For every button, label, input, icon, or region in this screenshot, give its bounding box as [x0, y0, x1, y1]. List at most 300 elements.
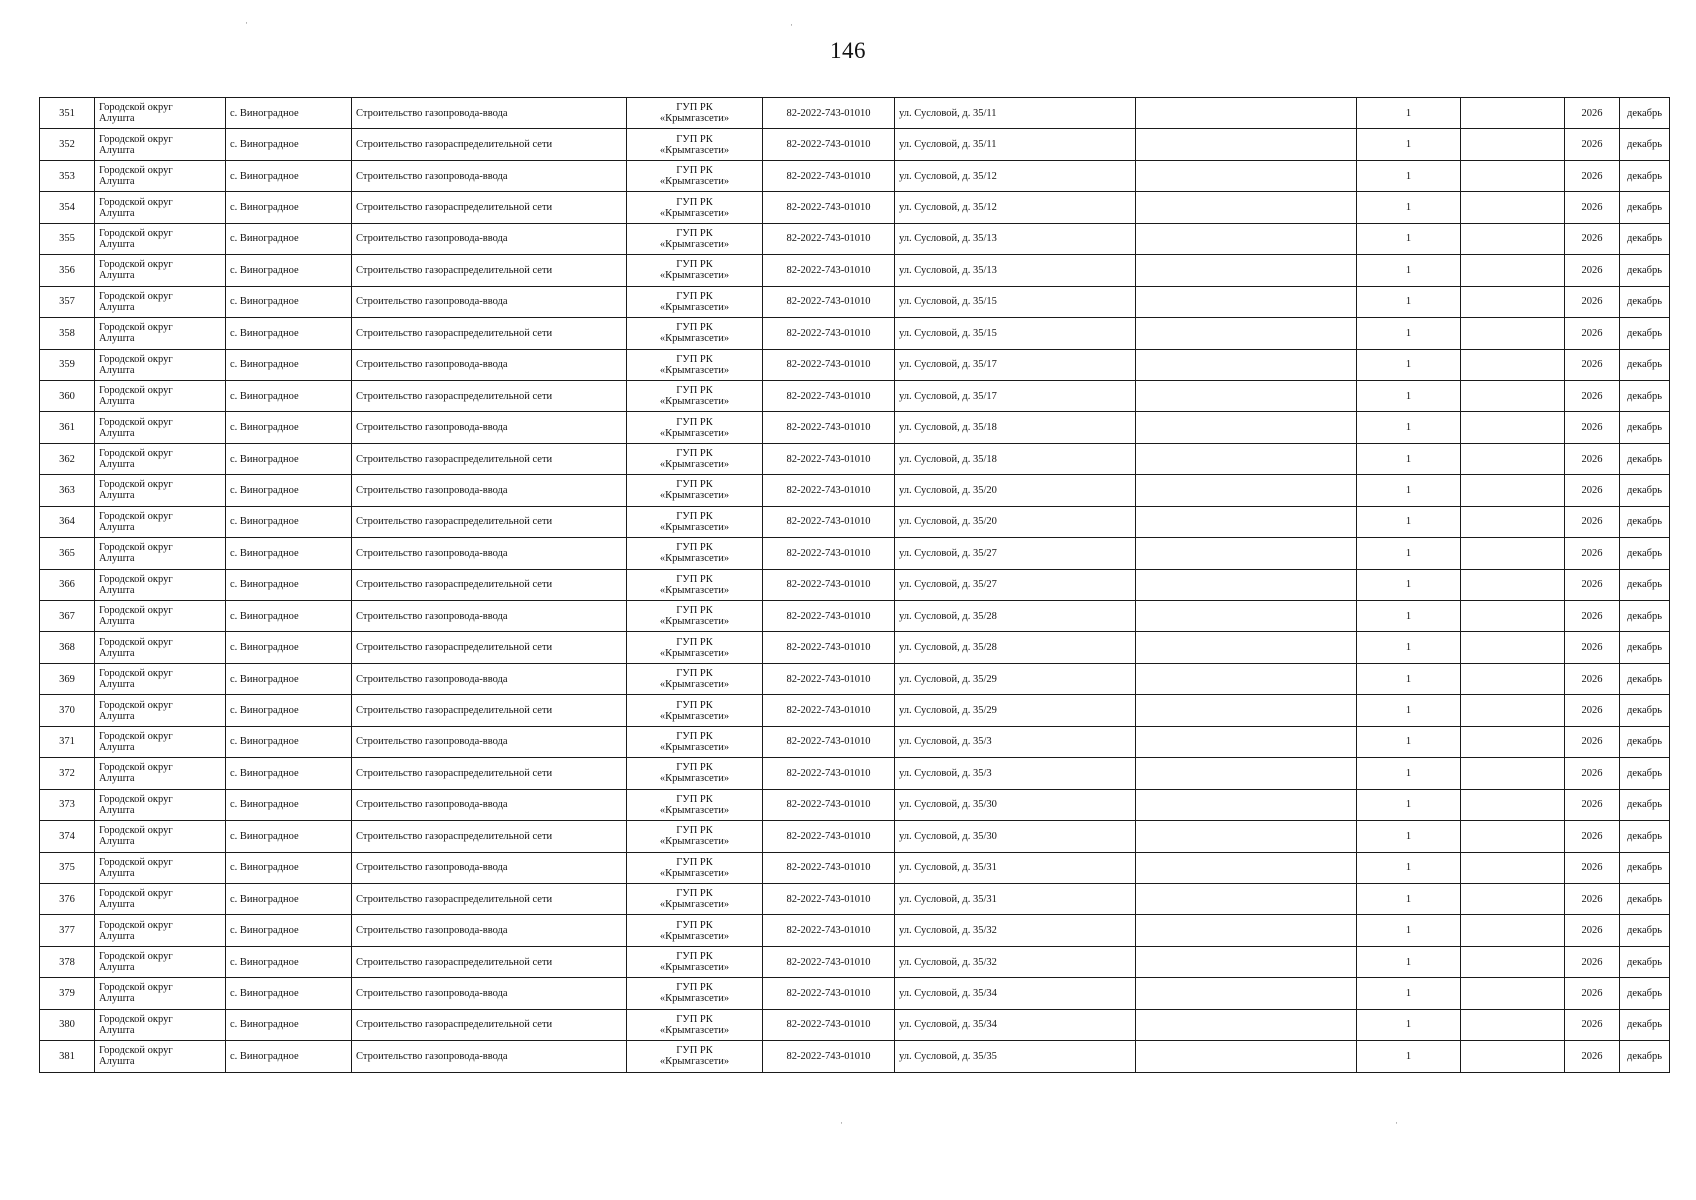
table-row: [40, 349, 1670, 380]
table-row: [40, 915, 1670, 946]
year-cell: 2026: [1565, 223, 1620, 254]
work-type-cell: Строительство газораспределительной сети: [352, 821, 627, 852]
organization-line: «Крымгазсети»: [659, 459, 730, 471]
locality-cell: с. Виноградное: [226, 758, 352, 789]
row-number: 351: [40, 98, 95, 129]
table-row: [40, 475, 1670, 506]
organization-line: ГУП РК: [676, 133, 713, 145]
empty-cell: [1461, 789, 1565, 820]
address-cell: ул. Сусловой, д. 35/17: [895, 380, 1136, 411]
address-cell: ул. Сусловой, д. 35/12: [895, 160, 1136, 191]
empty-cell: [1136, 632, 1357, 663]
project-code-cell: 82-2022-743-01010: [763, 506, 895, 537]
organization-line: «Крымгазсети»: [659, 867, 730, 879]
year-cell: 2026: [1565, 160, 1620, 191]
organization-line: ГУП РК: [676, 793, 713, 805]
empty-cell: [1136, 286, 1357, 317]
year-cell: 2026: [1565, 601, 1620, 632]
locality-cell: с. Виноградное: [226, 255, 352, 286]
quantity-cell: 1: [1357, 663, 1461, 694]
quantity-cell: 1: [1357, 852, 1461, 883]
work-type-cell: Строительство газораспределительной сети: [352, 883, 627, 914]
organization-cell: [627, 318, 763, 349]
empty-cell: [1136, 726, 1357, 757]
organization-cell: [627, 129, 763, 160]
organization-line: ГУП РК: [676, 227, 713, 239]
month-cell: декабрь: [1620, 632, 1670, 663]
municipality-cell: [95, 443, 226, 474]
organization-cell: [627, 946, 763, 977]
row-number: 361: [40, 412, 95, 443]
work-type-cell: Строительство газопровода-ввода: [352, 663, 627, 694]
row-number: 381: [40, 1041, 95, 1072]
municipality-line: Алушта: [99, 301, 135, 313]
month-cell: декабрь: [1620, 412, 1670, 443]
municipality-cell: [95, 915, 226, 946]
table-row: [40, 412, 1670, 443]
organization-line: ГУП РК: [676, 668, 713, 680]
row-number: 380: [40, 1009, 95, 1040]
organization-line: «Крымгазсети»: [659, 679, 730, 691]
organization-cell: [627, 349, 763, 380]
address-cell: ул. Сусловой, д. 35/15: [895, 318, 1136, 349]
municipality-cell: [95, 978, 226, 1009]
quantity-cell: 1: [1357, 349, 1461, 380]
empty-cell: [1461, 726, 1565, 757]
work-type-cell: Строительство газораспределительной сети: [352, 1009, 627, 1040]
table-row: [40, 192, 1670, 223]
locality-cell: с. Виноградное: [226, 632, 352, 663]
year-cell: 2026: [1565, 475, 1620, 506]
organization-line: «Крымгазсети»: [659, 962, 730, 974]
row-number: 357: [40, 286, 95, 317]
empty-cell: [1461, 946, 1565, 977]
municipality-line: Алушта: [99, 238, 135, 250]
work-type-cell: Строительство газораспределительной сети: [352, 569, 627, 600]
empty-cell: [1461, 758, 1565, 789]
quantity-cell: 1: [1357, 1009, 1461, 1040]
address-cell: ул. Сусловой, д. 35/18: [895, 443, 1136, 474]
empty-cell: [1461, 349, 1565, 380]
organization-line: ГУП РК: [676, 353, 713, 365]
address-cell: ул. Сусловой, д. 35/32: [895, 946, 1136, 977]
project-code-cell: 82-2022-743-01010: [763, 569, 895, 600]
organization-cell: [627, 538, 763, 569]
municipality-cell: [95, 695, 226, 726]
year-cell: 2026: [1565, 538, 1620, 569]
month-cell: декабрь: [1620, 978, 1670, 1009]
municipality-line: Городской округ: [99, 290, 173, 302]
empty-cell: [1136, 506, 1357, 537]
municipality-cell: [95, 632, 226, 663]
empty-cell: [1136, 380, 1357, 411]
empty-cell: [1461, 852, 1565, 883]
municipality-line: Городской округ: [99, 793, 173, 805]
municipality-cell: [95, 160, 226, 191]
municipality-line: Алушта: [99, 1056, 135, 1068]
municipality-cell: [95, 821, 226, 852]
municipality-line: Алушта: [99, 364, 135, 376]
row-number: 377: [40, 915, 95, 946]
scan-speck: ·: [1395, 1118, 1398, 1128]
quantity-cell: 1: [1357, 538, 1461, 569]
table-row: [40, 789, 1670, 820]
municipality-line: Алушта: [99, 930, 135, 942]
project-code-cell: 82-2022-743-01010: [763, 160, 895, 191]
organization-cell: [627, 160, 763, 191]
work-type-cell: Строительство газопровода-ввода: [352, 475, 627, 506]
organization-line: «Крымгазсети»: [659, 710, 730, 722]
row-number: 371: [40, 726, 95, 757]
empty-cell: [1461, 223, 1565, 254]
row-number: 365: [40, 538, 95, 569]
project-code-cell: 82-2022-743-01010: [763, 380, 895, 411]
empty-cell: [1136, 255, 1357, 286]
address-cell: ул. Сусловой, д. 35/30: [895, 821, 1136, 852]
municipality-line: Городской округ: [99, 479, 173, 491]
municipality-line: Алушта: [99, 962, 135, 974]
project-code-cell: 82-2022-743-01010: [763, 915, 895, 946]
year-cell: 2026: [1565, 286, 1620, 317]
municipality-line: Алушта: [99, 427, 135, 439]
table-row: [40, 380, 1670, 411]
month-cell: декабрь: [1620, 192, 1670, 223]
municipality-cell: [95, 412, 226, 443]
row-number: 356: [40, 255, 95, 286]
organization-line: «Крымгазсети»: [659, 144, 730, 156]
address-cell: ул. Сусловой, д. 35/29: [895, 695, 1136, 726]
project-code-cell: 82-2022-743-01010: [763, 978, 895, 1009]
organization-line: «Крымгазсети»: [659, 1024, 730, 1036]
month-cell: декабрь: [1620, 758, 1670, 789]
municipality-cell: [95, 506, 226, 537]
address-cell: ул. Сусловой, д. 35/12: [895, 192, 1136, 223]
organization-line: ГУП РК: [676, 322, 713, 334]
quantity-cell: 1: [1357, 758, 1461, 789]
organization-cell: [627, 726, 763, 757]
organization-line: «Крымгазсети»: [659, 396, 730, 408]
work-type-cell: Строительство газопровода-ввода: [352, 538, 627, 569]
municipality-line: Городской округ: [99, 353, 173, 365]
row-number: 358: [40, 318, 95, 349]
municipality-cell: [95, 255, 226, 286]
organization-line: «Крымгазсети»: [659, 836, 730, 848]
project-code-cell: 82-2022-743-01010: [763, 538, 895, 569]
table-row: [40, 852, 1670, 883]
organization-line: ГУП РК: [676, 259, 713, 271]
project-code-cell: 82-2022-743-01010: [763, 286, 895, 317]
work-type-cell: Строительство газопровода-ввода: [352, 789, 627, 820]
quantity-cell: 1: [1357, 160, 1461, 191]
work-type-cell: Строительство газопровода-ввода: [352, 852, 627, 883]
year-cell: 2026: [1565, 632, 1620, 663]
organization-cell: [627, 632, 763, 663]
empty-cell: [1136, 475, 1357, 506]
municipality-line: Алушта: [99, 899, 135, 911]
quantity-cell: 1: [1357, 129, 1461, 160]
empty-cell: [1136, 978, 1357, 1009]
month-cell: декабрь: [1620, 223, 1670, 254]
project-code-cell: 82-2022-743-01010: [763, 192, 895, 223]
municipality-cell: [95, 349, 226, 380]
month-cell: декабрь: [1620, 380, 1670, 411]
work-type-cell: Строительство газораспределительной сети: [352, 506, 627, 537]
municipality-line: Городской округ: [99, 510, 173, 522]
municipality-line: Алушта: [99, 584, 135, 596]
work-type-cell: Строительство газопровода-ввода: [352, 286, 627, 317]
locality-cell: с. Виноградное: [226, 349, 352, 380]
quantity-cell: 1: [1357, 789, 1461, 820]
municipality-cell: [95, 129, 226, 160]
year-cell: 2026: [1565, 1041, 1620, 1072]
organization-line: ГУП РК: [676, 856, 713, 868]
table-row: [40, 695, 1670, 726]
locality-cell: с. Виноградное: [226, 789, 352, 820]
row-number: 355: [40, 223, 95, 254]
year-cell: 2026: [1565, 789, 1620, 820]
month-cell: декабрь: [1620, 349, 1670, 380]
municipality-line: Алушта: [99, 521, 135, 533]
work-type-cell: Строительство газопровода-ввода: [352, 978, 627, 1009]
empty-cell: [1461, 506, 1565, 537]
locality-cell: с. Виноградное: [226, 946, 352, 977]
quantity-cell: 1: [1357, 255, 1461, 286]
table-row: [40, 286, 1670, 317]
locality-cell: с. Виноградное: [226, 412, 352, 443]
work-type-cell: Строительство газопровода-ввода: [352, 412, 627, 443]
month-cell: декабрь: [1620, 475, 1670, 506]
year-cell: 2026: [1565, 192, 1620, 223]
month-cell: декабрь: [1620, 569, 1670, 600]
locality-cell: с. Виноградное: [226, 223, 352, 254]
row-number: 366: [40, 569, 95, 600]
municipality-line: Городской округ: [99, 196, 173, 208]
quantity-cell: 1: [1357, 632, 1461, 663]
month-cell: декабрь: [1620, 601, 1670, 632]
organization-cell: [627, 255, 763, 286]
locality-cell: с. Виноградное: [226, 98, 352, 129]
quantity-cell: 1: [1357, 695, 1461, 726]
empty-cell: [1461, 632, 1565, 663]
organization-cell: [627, 852, 763, 883]
address-cell: ул. Сусловой, д. 35/28: [895, 632, 1136, 663]
row-number: 354: [40, 192, 95, 223]
organization-line: ГУП РК: [676, 196, 713, 208]
empty-cell: [1461, 380, 1565, 411]
table-row: [40, 663, 1670, 694]
organization-line: «Крымгазсети»: [659, 207, 730, 219]
organization-line: ГУП РК: [676, 919, 713, 931]
work-type-cell: Строительство газораспределительной сети: [352, 758, 627, 789]
table-row: [40, 98, 1670, 129]
work-type-cell: Строительство газораспределительной сети: [352, 946, 627, 977]
table-row: [40, 632, 1670, 663]
row-number: 369: [40, 663, 95, 694]
address-cell: ул. Сусловой, д. 35/30: [895, 789, 1136, 820]
scan-speck: ·: [840, 1118, 843, 1128]
quantity-cell: 1: [1357, 98, 1461, 129]
municipality-line: Городской округ: [99, 416, 173, 428]
year-cell: 2026: [1565, 978, 1620, 1009]
month-cell: декабрь: [1620, 883, 1670, 914]
municipality-line: Городской округ: [99, 951, 173, 963]
year-cell: 2026: [1565, 129, 1620, 160]
municipality-line: Алушта: [99, 207, 135, 219]
project-code-cell: 82-2022-743-01010: [763, 223, 895, 254]
empty-cell: [1136, 569, 1357, 600]
month-cell: декабрь: [1620, 852, 1670, 883]
organization-line: «Крымгазсети»: [659, 553, 730, 565]
quantity-cell: 1: [1357, 506, 1461, 537]
table-row: [40, 506, 1670, 537]
empty-cell: [1461, 883, 1565, 914]
year-cell: 2026: [1565, 443, 1620, 474]
empty-cell: [1461, 601, 1565, 632]
municipality-line: Алушта: [99, 333, 135, 345]
locality-cell: с. Виноградное: [226, 443, 352, 474]
quantity-cell: 1: [1357, 569, 1461, 600]
locality-cell: с. Виноградное: [226, 1009, 352, 1040]
empty-cell: [1461, 915, 1565, 946]
locality-cell: с. Виноградное: [226, 821, 352, 852]
month-cell: декабрь: [1620, 255, 1670, 286]
municipality-line: Алушта: [99, 710, 135, 722]
month-cell: декабрь: [1620, 98, 1670, 129]
work-type-cell: Строительство газораспределительной сети: [352, 695, 627, 726]
empty-cell: [1136, 192, 1357, 223]
organization-line: ГУП РК: [676, 542, 713, 554]
work-type-cell: Строительство газораспределительной сети: [352, 380, 627, 411]
address-cell: ул. Сусловой, д. 35/32: [895, 915, 1136, 946]
year-cell: 2026: [1565, 380, 1620, 411]
empty-cell: [1136, 349, 1357, 380]
month-cell: декабрь: [1620, 286, 1670, 317]
organization-cell: [627, 443, 763, 474]
year-cell: 2026: [1565, 412, 1620, 443]
municipality-line: Городской округ: [99, 856, 173, 868]
organization-line: «Крымгазсети»: [659, 930, 730, 942]
organization-cell: [627, 663, 763, 694]
address-cell: ул. Сусловой, д. 35/11: [895, 98, 1136, 129]
year-cell: 2026: [1565, 883, 1620, 914]
year-cell: 2026: [1565, 695, 1620, 726]
row-number: 376: [40, 883, 95, 914]
empty-cell: [1136, 223, 1357, 254]
empty-cell: [1461, 192, 1565, 223]
month-cell: декабрь: [1620, 726, 1670, 757]
organization-line: «Крымгазсети»: [659, 521, 730, 533]
work-type-cell: Строительство газопровода-ввода: [352, 98, 627, 129]
year-cell: 2026: [1565, 569, 1620, 600]
organization-cell: [627, 758, 763, 789]
address-cell: ул. Сусловой, д. 35/20: [895, 506, 1136, 537]
year-cell: 2026: [1565, 726, 1620, 757]
year-cell: 2026: [1565, 758, 1620, 789]
address-cell: ул. Сусловой, д. 35/27: [895, 569, 1136, 600]
quantity-cell: 1: [1357, 443, 1461, 474]
organization-cell: [627, 380, 763, 411]
organization-line: «Крымгазсети»: [659, 1056, 730, 1068]
municipality-cell: [95, 98, 226, 129]
organization-line: «Крымгазсети»: [659, 270, 730, 282]
municipality-line: Алушта: [99, 144, 135, 156]
municipality-cell: [95, 569, 226, 600]
empty-cell: [1461, 129, 1565, 160]
empty-cell: [1136, 1041, 1357, 1072]
table-row: [40, 255, 1670, 286]
organization-cell: [627, 475, 763, 506]
municipality-line: Алушта: [99, 616, 135, 628]
month-cell: декабрь: [1620, 318, 1670, 349]
organization-line: «Крымгазсети»: [659, 113, 730, 125]
municipality-cell: [95, 318, 226, 349]
project-code-cell: 82-2022-743-01010: [763, 318, 895, 349]
locality-cell: с. Виноградное: [226, 129, 352, 160]
municipality-line: Городской округ: [99, 448, 173, 460]
work-type-cell: Строительство газопровода-ввода: [352, 915, 627, 946]
year-cell: 2026: [1565, 915, 1620, 946]
municipality-line: Городской округ: [99, 668, 173, 680]
month-cell: декабрь: [1620, 160, 1670, 191]
organization-line: ГУП РК: [676, 888, 713, 900]
locality-cell: с. Виноградное: [226, 475, 352, 506]
month-cell: декабрь: [1620, 821, 1670, 852]
municipality-line: Алушта: [99, 459, 135, 471]
organization-line: «Крымгазсети»: [659, 427, 730, 439]
row-number: 363: [40, 475, 95, 506]
project-code-cell: 82-2022-743-01010: [763, 946, 895, 977]
empty-cell: [1461, 98, 1565, 129]
locality-cell: с. Виноградное: [226, 883, 352, 914]
quantity-cell: 1: [1357, 475, 1461, 506]
row-number: 375: [40, 852, 95, 883]
row-number: 360: [40, 380, 95, 411]
municipality-cell: [95, 789, 226, 820]
organization-line: ГУП РК: [676, 699, 713, 711]
municipality-line: Городской округ: [99, 1013, 173, 1025]
project-code-cell: 82-2022-743-01010: [763, 475, 895, 506]
empty-cell: [1461, 412, 1565, 443]
month-cell: декабрь: [1620, 1009, 1670, 1040]
empty-cell: [1461, 663, 1565, 694]
municipality-cell: [95, 852, 226, 883]
empty-cell: [1461, 695, 1565, 726]
project-code-cell: 82-2022-743-01010: [763, 601, 895, 632]
work-type-cell: Строительство газопровода-ввода: [352, 726, 627, 757]
organization-line: ГУП РК: [676, 290, 713, 302]
municipality-line: Городской округ: [99, 762, 173, 774]
work-type-cell: Строительство газораспределительной сети: [352, 192, 627, 223]
project-code-cell: 82-2022-743-01010: [763, 255, 895, 286]
project-code-cell: 82-2022-743-01010: [763, 789, 895, 820]
address-cell: ул. Сусловой, д. 35/34: [895, 978, 1136, 1009]
municipality-line: Городской округ: [99, 699, 173, 711]
empty-cell: [1461, 538, 1565, 569]
organization-line: «Крымгазсети»: [659, 804, 730, 816]
locality-cell: с. Виноградное: [226, 601, 352, 632]
municipality-line: Городской округ: [99, 573, 173, 585]
month-cell: декабрь: [1620, 789, 1670, 820]
quantity-cell: 1: [1357, 883, 1461, 914]
work-type-cell: Строительство газораспределительной сети: [352, 129, 627, 160]
address-cell: ул. Сусловой, д. 35/3: [895, 758, 1136, 789]
municipality-line: Городской округ: [99, 165, 173, 177]
municipality-line: Городской округ: [99, 825, 173, 837]
project-code-cell: 82-2022-743-01010: [763, 1009, 895, 1040]
organization-line: «Крымгазсети»: [659, 176, 730, 188]
empty-cell: [1136, 129, 1357, 160]
row-number: 379: [40, 978, 95, 1009]
